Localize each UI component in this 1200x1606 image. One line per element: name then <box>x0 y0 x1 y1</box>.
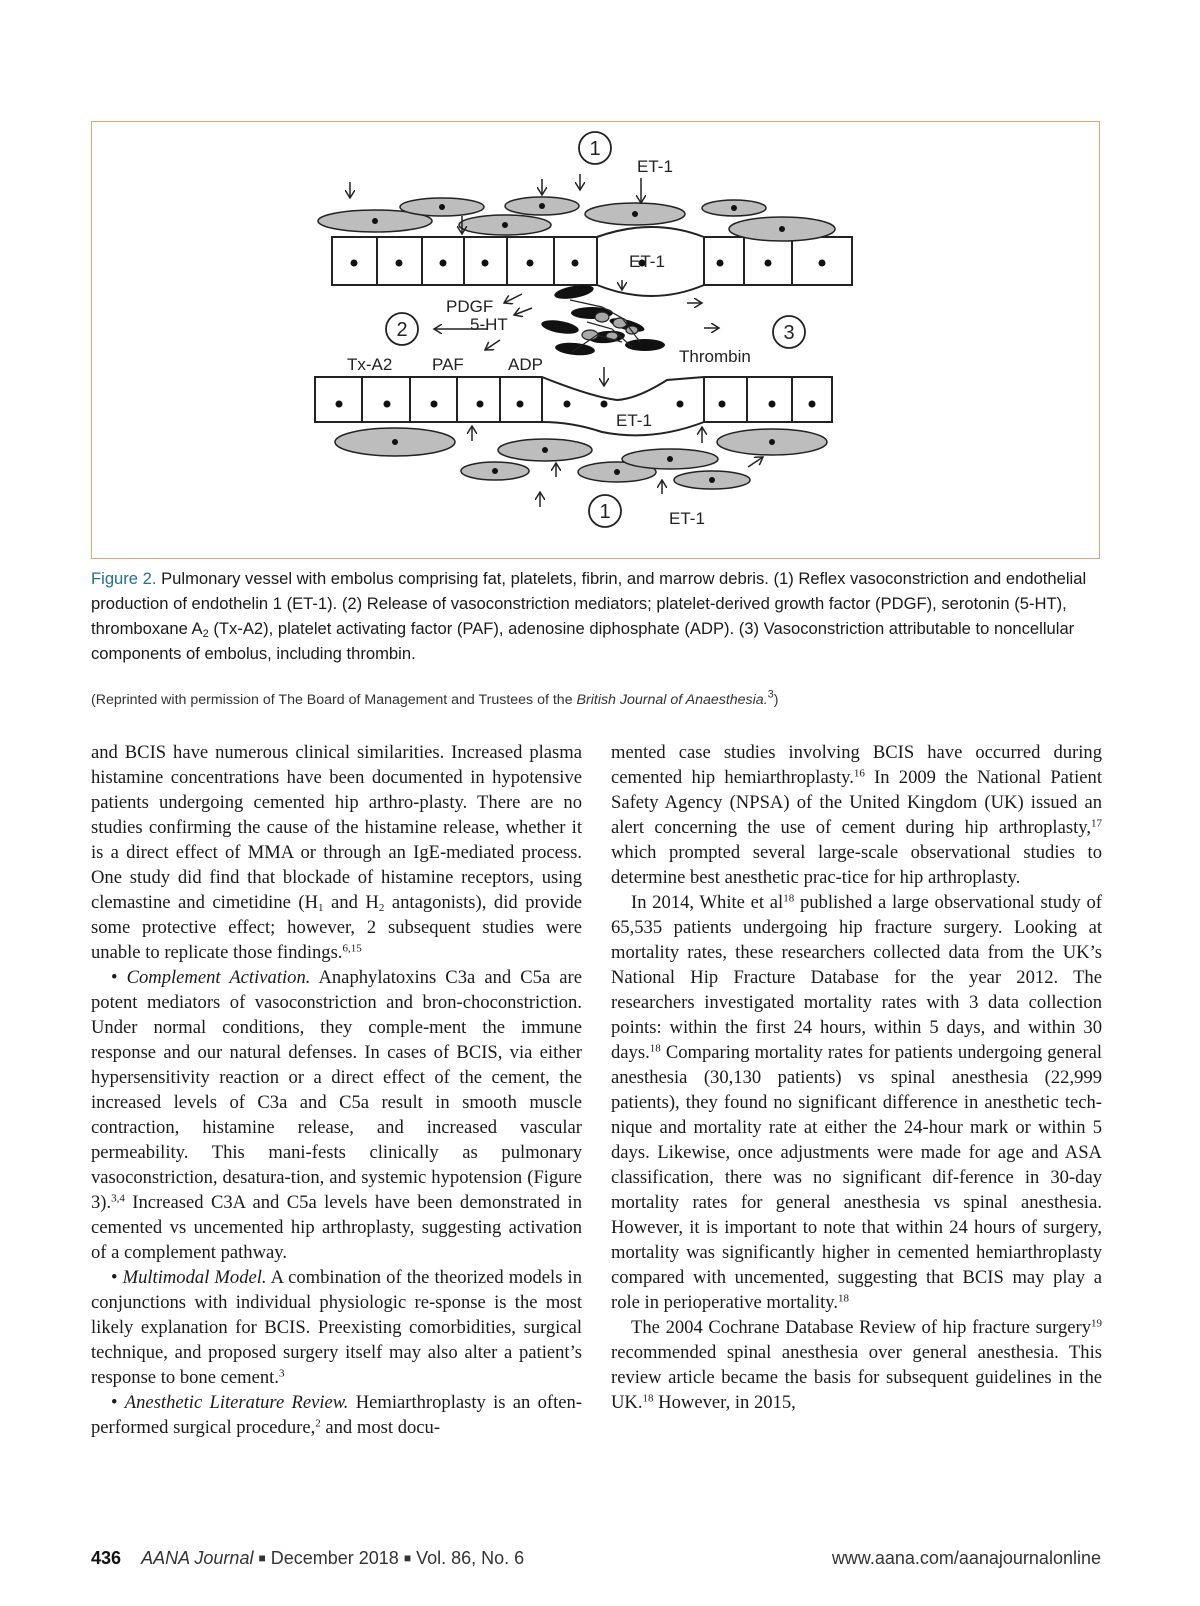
paf-label: PAF <box>432 355 464 374</box>
credit-ref: 3 <box>767 688 774 701</box>
cell-nucleus <box>717 260 724 267</box>
journal-url: www.aana.com/aanajournalonline <box>831 1548 1101 1568</box>
arrow <box>514 308 532 315</box>
et1-label-upper-wall: ET-1 <box>629 252 665 271</box>
paragraph: In 2014, White et $al^{18}$ published a large observational study of 65,535 patients undergoing hip fracture surgery. Looking at mortality rates, these researchers collected data from the UK’s National Hip Fracture Database for the year 2012. The researchers investigated mortality rates with 3 data collection points: within the first 24 hours, within 5 days, and within 30 days.$^{18}$ Comparing mortality rates for patients undergoing general anesthesia (30,130 patients) vs spinal anesthesia (22,999 patients), they found no significant difference in anesthetic tech-nique and mortality rate at either the 24-hour mark or within 5 days. Likewise, once adjustments were made for age and ASA classification, there was no significant dif-ference in 30-day mortality rates for general anesthesia vs spinal anesthesia. However, it is important to note that within 24 hours of surgery, mortality was significantly higher in cemented hemiarthroplasty compared with uncemented, suggesting that BCIS may play a role in perioperative mortality.$^{18}$ <box>611 892 1102 1313</box>
cell-nucleus <box>719 401 726 408</box>
paragraph-multimodal-model: • Multimodal Model. A combination of the theorized models in conjunctions with individual physiologic re-sponse is the most likely explanation for BCIS. Preexisting comorbidities, surgical technique, and proposed surgery itself may also alter a patient’s response to bone cement.$^3$ <box>91 1267 582 1388</box>
credit-text: (Reprinted with permission of The Board of Management and Trustees of the <box>91 692 577 708</box>
cell-nucleus <box>809 401 816 408</box>
platelet <box>625 339 665 351</box>
arrow <box>748 457 763 467</box>
cell-nucleus <box>677 401 684 408</box>
issue-date: December 2018 <box>270 1548 399 1568</box>
credit-journal: British Journal of Anaesthesia. <box>576 692 768 708</box>
cell-nucleus <box>477 401 484 408</box>
paragraph: mented case studies involving BCIS have occurred during cemented hip hemiarthroplasty.$^{16}$ In 2009 the National Patient Safety Agency (NPSA) of the United Kingdom (UK) issued an alert concerning the use of cement during hip arthroplasty,$^{17}$ which prompted several large-scale observational studies to determine best anesthetic prac-tice for hip arthroplasty. <box>611 742 1102 888</box>
marker-3-label: 3 <box>783 322 795 344</box>
cell-nucleus <box>527 260 534 267</box>
smooth-muscle-cell <box>717 429 827 455</box>
marker-2 <box>386 313 418 345</box>
cell-nucleus <box>440 260 447 267</box>
marker-1-top-label: 1 <box>589 138 601 160</box>
pdgf-label: PDGF <box>446 297 494 316</box>
vessel-bottom-wall <box>315 377 832 435</box>
figure-caption <box>91 566 1101 666</box>
cell-nucleus <box>572 260 579 267</box>
fat-globule <box>626 326 638 334</box>
marker-3 <box>773 316 805 348</box>
arrow <box>485 340 500 350</box>
cell-nucleus <box>351 260 358 267</box>
platelet <box>540 318 580 336</box>
figure-credit <box>91 690 1101 710</box>
cell-nucleus <box>564 401 571 408</box>
caption-text-1: Pulmonary vessel with embolus comprising fat, platelets, fibrin, and marrow debris. (1) Reflex vasoconstriction and endothelial production of endothelin 1 (ET-1). (2) Release of vasoconstriction mediators; platelet-derived growth factor (PDGF), serotonin (5-HT), thromboxane A <box>91 569 1087 638</box>
cell-nucleus <box>765 260 772 267</box>
fat-globule <box>613 318 627 328</box>
thrombin-label: Thrombin <box>679 347 751 366</box>
volume: Vol. 86, No. 6 <box>416 1548 525 1568</box>
embolus-diagram <box>92 122 1101 560</box>
et1-label-lower-wall: ET-1 <box>616 411 652 430</box>
marker-2-label: 2 <box>396 319 408 341</box>
cell-nucleus <box>431 401 438 408</box>
marker-1-bottom <box>589 495 621 527</box>
cell-nucleus <box>384 401 391 408</box>
5ht-label: 5-HT <box>470 315 508 334</box>
paragraph: The 2004 Cochrane Database Review of hip fracture surgery$^{19}$ recommended spinal anesthesia over general anesthesia. This review article became the basis for subsequent guidelines in the UK.$^{18}$ However, in 2015, <box>611 1317 1102 1413</box>
smooth-muscle-cell <box>400 198 484 216</box>
separator: ■ <box>403 1551 412 1565</box>
marker-1-top <box>579 132 611 164</box>
paragraph: and BCIS have numerous clinical similarities. Increased plasma histamine concentrations have been documented in hypotensive patients undergoing cemented hip arthro-plasty. There are no studies confirming the cause of the histamine release, whether it is a direct effect of MMA or through an IgE-mediated process. One study did find that blockade of histamine receptors, using clemastine and cimetidine ($H_1$ and $H_2$ antagonists), did provide some protective effect; however, 2 subsequent studies were unable to replicate those findings.$^{6,15}$ <box>91 742 582 963</box>
arrow <box>504 294 522 303</box>
et1-label-top: ET-1 <box>637 157 673 176</box>
caption-subscript: 2 <box>202 627 209 640</box>
credit-close: ) <box>773 692 779 708</box>
cell-nucleus <box>819 260 826 267</box>
page-number: 436 <box>91 1548 122 1568</box>
txa2-label: Tx-A2 <box>347 355 393 374</box>
body-column-left <box>91 740 582 1440</box>
cell-nucleus <box>601 401 608 408</box>
smooth-muscle-cell <box>622 449 718 469</box>
smooth-muscle-cell <box>459 215 551 235</box>
smooth-muscle-cell <box>461 462 529 480</box>
journal-name: AANA Journal <box>141 1548 254 1568</box>
smooth-muscle-cell <box>674 471 750 489</box>
cell-nucleus <box>517 401 524 408</box>
smooth-muscle-cell <box>335 428 455 456</box>
cell-nucleus <box>336 401 343 408</box>
fat-globule <box>582 330 598 340</box>
adp-label: ADP <box>508 355 543 374</box>
page-footer <box>91 1548 1101 1572</box>
marker-1-bottom-label: 1 <box>599 501 611 523</box>
smooth-muscle-cell <box>702 200 766 216</box>
smooth-muscle-cell <box>729 217 835 241</box>
separator: ■ <box>258 1551 266 1565</box>
et1-label-bottom: ET-1 <box>669 509 705 528</box>
paragraph-complement-activation: • Complement Activation. Anaphylatoxins C3a and C5a are potent mediators of vasoconstriction and bron-choconstriction. Under normal conditions, they comple-ment the immune response and our natural defenses. In cases of BCIS, via either hypersensitivity reaction or a direct effect of the cement, the increased levels of C3a and C5a result in smooth muscle contraction, histamine release, and increased vascular permeability. This mani-fests clinically as pulmonary vasoconstriction, desatura-tion, and systemic hypotension (Figure 3).$^{3,4}$ Increased C3A and C5a levels have been demonstrated in cemented vs uncemented hip arthroplasty, suggesting activation of a complement pathway. <box>91 967 582 1263</box>
cell-nucleus <box>769 401 776 408</box>
figure-2-box <box>91 121 1100 559</box>
caption-text-2: (Tx-A2), platelet activating factor (PAF), adenosine diphosphate (ADP). (3) Vasoconstriction attributable to noncellular components of embolus, including thrombin. <box>91 619 1075 663</box>
smooth-muscle-cell <box>498 439 592 461</box>
cell-nucleus <box>396 260 403 267</box>
smooth-muscle-cell <box>505 197 579 215</box>
body-column-right <box>611 740 1102 1415</box>
figure-label: Figure 2. <box>91 569 157 588</box>
cell-nucleus <box>482 260 489 267</box>
fat-globule <box>595 312 609 322</box>
platelet <box>555 341 596 356</box>
smooth-muscle-cell <box>585 203 685 225</box>
paragraph-anesthetic-review: • Anesthetic Literature Review. Hemiarthroplasty is an often-performed surgical procedure,$^2$ and most docu- <box>91 1392 582 1438</box>
